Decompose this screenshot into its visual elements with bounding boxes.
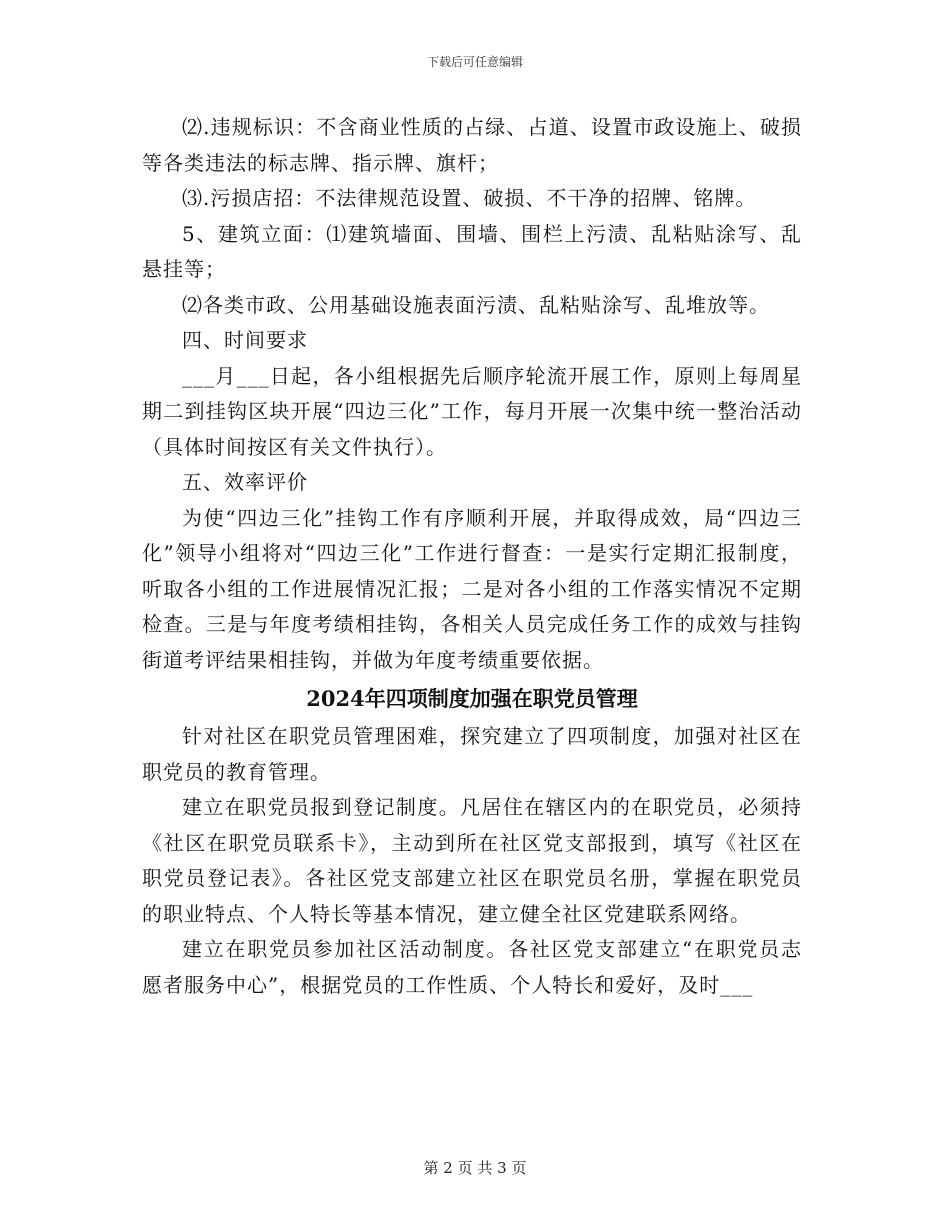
paragraph: 建立在职党员参加社区活动制度。各社区党支部建立“在职党员志愿者服务中心”，根据党员的工作性质、个人特长和爱好，及时___ — [142, 937, 802, 997]
paragraph: 建立在职党员报到登记制度。凡居住在辖区内的在职党员，必须持《社区在职党员联系卡》，主动到所在社区党支部报到，填写《社区在职党员登记表》。各社区党支部建立社区在职党员名册，掌握在职党员的职业特点、个人特长等基本情况，建立健全社区党建联系网络。 — [142, 795, 802, 926]
paragraph: 针对社区在职党员管理困难，探究建立了四项制度，加强对社区在职党员的教育管理。 — [142, 724, 802, 784]
paragraph: 为使“四边三化”挂钩工作有序顺利开展，并取得成效，局“四边三化”领导小组将对“四边三化”工作进行督查：一是实行定期汇报制度，听取各小组的工作进展情况汇报；二是对各小组的工作落实情况不定期检查。三是与年度考绩相挂钩，各相关人员完成任务工作的成效与挂钩街道考评结果相挂钩，并做为年度考绩重要依据。 — [142, 505, 802, 672]
section-heading: 五、效率评价 — [182, 470, 308, 494]
paragraph: ⑵各类市政、公用基础设施表面污渍、乱粘贴涂写、乱堆放等。 — [182, 292, 770, 317]
paragraph: ⑵.违规标识：不含商业性质的占绿、占道、设置市政设施上、破损等各类违法的标志牌、指示牌、旗杆； — [142, 115, 802, 175]
section-title: 2024年四项制度加强在职党员管理 — [306, 686, 638, 711]
paragraph: ___月___日起，各小组根据先后顺序轮流开展工作，原则上每周星期二到挂钩区块开展“四边三化”工作，每月开展一次集中统一整治活动（具体时间按区有关文件执行）。 — [142, 363, 802, 459]
page-number: 第 2 页 共 3 页 — [423, 1159, 527, 1177]
header-note: 下载后可任意编辑 — [426, 55, 523, 69]
section-heading: 四、时间要求 — [182, 328, 308, 352]
paragraph: 5、建筑立面：⑴建筑墙面、围墙、围栏上污渍、乱粘贴涂写、乱悬挂等； — [142, 221, 802, 281]
paragraph: ⑶.污损店招：不法律规范设置、破损、不干净的招牌、铭牌。 — [182, 186, 757, 210]
document-body — [142, 110, 802, 1003]
